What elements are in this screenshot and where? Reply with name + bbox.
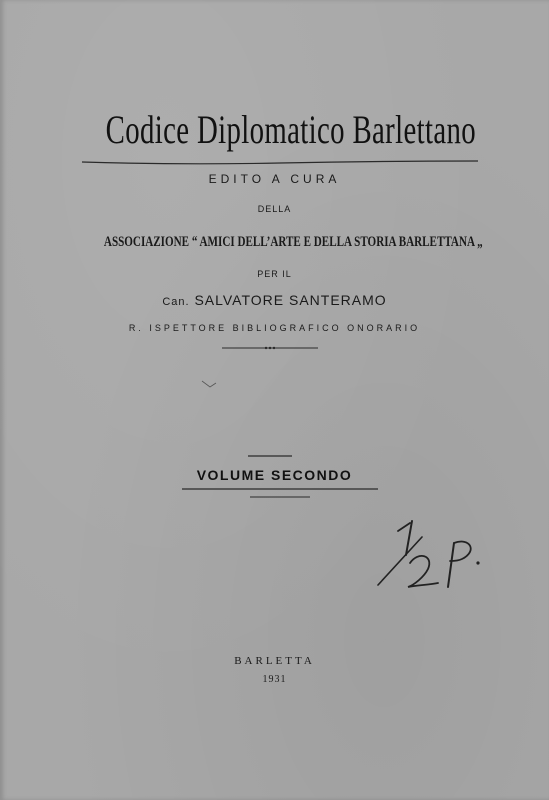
publication-city: BARLETTA (234, 655, 315, 667)
publication-year: 1931 (262, 674, 287, 685)
edited-by-line: EDITO A CURA (208, 172, 341, 186)
handwritten-shelf-mark (370, 515, 490, 595)
volume-label: VOLUME SECONDO (196, 467, 353, 483)
della-line: DELLA (257, 204, 292, 214)
paper-mark (200, 378, 220, 392)
author-name: SALVATORE SANTERAMO (194, 292, 387, 308)
author-prefix: Can. (162, 296, 190, 308)
volume-bottom-rules (182, 486, 378, 500)
author-role: R. ISPETTORE BIBLIOGRAFICO ONORARIO (128, 323, 421, 333)
author-line (0, 292, 549, 308)
book-title: Codice Diplomatico Barlettano (105, 107, 477, 152)
volume-top-rule (248, 454, 292, 458)
association-name: ASSOCIAZIONE “ AMICI DELL’ARTE E DELLA STORIA BARLETTANA „ (103, 234, 483, 250)
ornament-rule (222, 344, 318, 352)
title-underline-rule (80, 156, 480, 168)
per-il-line: PER IL (257, 269, 292, 279)
